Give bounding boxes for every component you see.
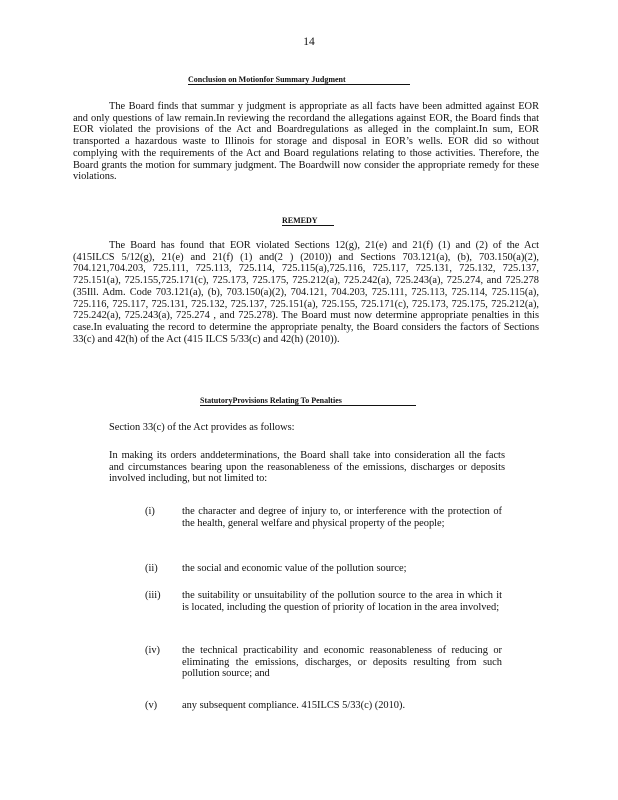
factor-number: (iii) [145, 590, 161, 601]
factor-number: (i) [145, 506, 155, 517]
factor-text: the social and economic value of the pollution source; [182, 563, 407, 574]
factor-number: (v) [145, 700, 158, 711]
heading-remedy: REMEDY [282, 216, 334, 226]
page-number: 14 [303, 36, 315, 48]
heading-statutory-provisions: StatutoryProvisions Relating To Penalties [200, 396, 416, 406]
factor-text: the technical practicability and economic reasonableness of reducing or eliminating the emissions, discharges, or deposits resulting from such pollution source; and [182, 645, 502, 680]
factor-text: any subsequent compliance. 415ILCS 5/33(c) (2010). [182, 700, 406, 711]
factor-number: (iv) [145, 645, 161, 656]
factor-number: (ii) [145, 563, 158, 574]
factor-text: the character and degree of injury to, or interference with the protection of the health, general welfare and physical property of the people; [182, 506, 502, 529]
paragraph-remedy: The Board has found that EOR violated Sections 12(g), 21(e) and 21(f) (1) and (2) of the Act (415ILCS 5/12(g), 21(e) and 21(f) (1) and(2 ) (2010)) and Sections 703.121(a), (b), 703.150(a)(2), 704.121,704.203, 725.111, 725.113, 725.114, 725.115(a),725.116, 725.117, 725.131, 725.132, 725.137, 725.151(a), 725.155,725.171(c), 725.173, 725.175, 725.212(a), 725.242(a), 725.243(a), 725.274, and 725.278 (35Ill. Adm. Code 703.121(a), (b), 703.150(a)(2), 704.121, 704.203, 725.111, 725.113, 725.114, 725.115(a), 725.116, 725.117, 725.131, 725.132, 725.137, 725.151(a), 725.155, 725.171(c), 725.173, 725.175, 725.212(a), 725.242(a), 725.243(a), 725.274 , and 725.278). The Board must now determine appropriate penalties in this case.In evaluating the record to determine the appropriate penalty, the Board considers the factors of Sections 33(c) and 42(h) of the Act (415 ILCS 5/33(c) and 42(h) (2010)). [73, 240, 539, 345]
heading-conclusion: Conclusion on Motionfor Summary Judgment [188, 75, 410, 85]
paragraph-section-33c: Section 33(c) of the Act provides as follows: [109, 422, 295, 433]
paragraph-conclusion: The Board finds that summar y judgment is appropriate as all facts have been admitted against EOR and only questions of law remain.In reviewing the recordand the allegations against EOR, the Board finds that EOR violated the provisions of the Act and Boardregulations as alleged in the complaint.In sum, EOR transported a hazardous waste to Illinois for storage and disposal in EOR’s wells. EOR did so without complying with the requirements of the Act and Board regulations relating to those activities. Therefore, the Board grants the motion for summary judgment. The Boardwill now consider the appropriate remedy for these violations. [73, 101, 539, 183]
block-quote: In making its orders anddeterminations, the Board shall take into consideration all the facts and circumstances bearing upon the reasonableness of the emissions, discharges or deposits involved including, but not limited to: [109, 450, 505, 485]
factor-text: the suitability or unsuitability of the pollution source to the area in which it is located, including the question of priority of location in the area involved; [182, 590, 502, 613]
